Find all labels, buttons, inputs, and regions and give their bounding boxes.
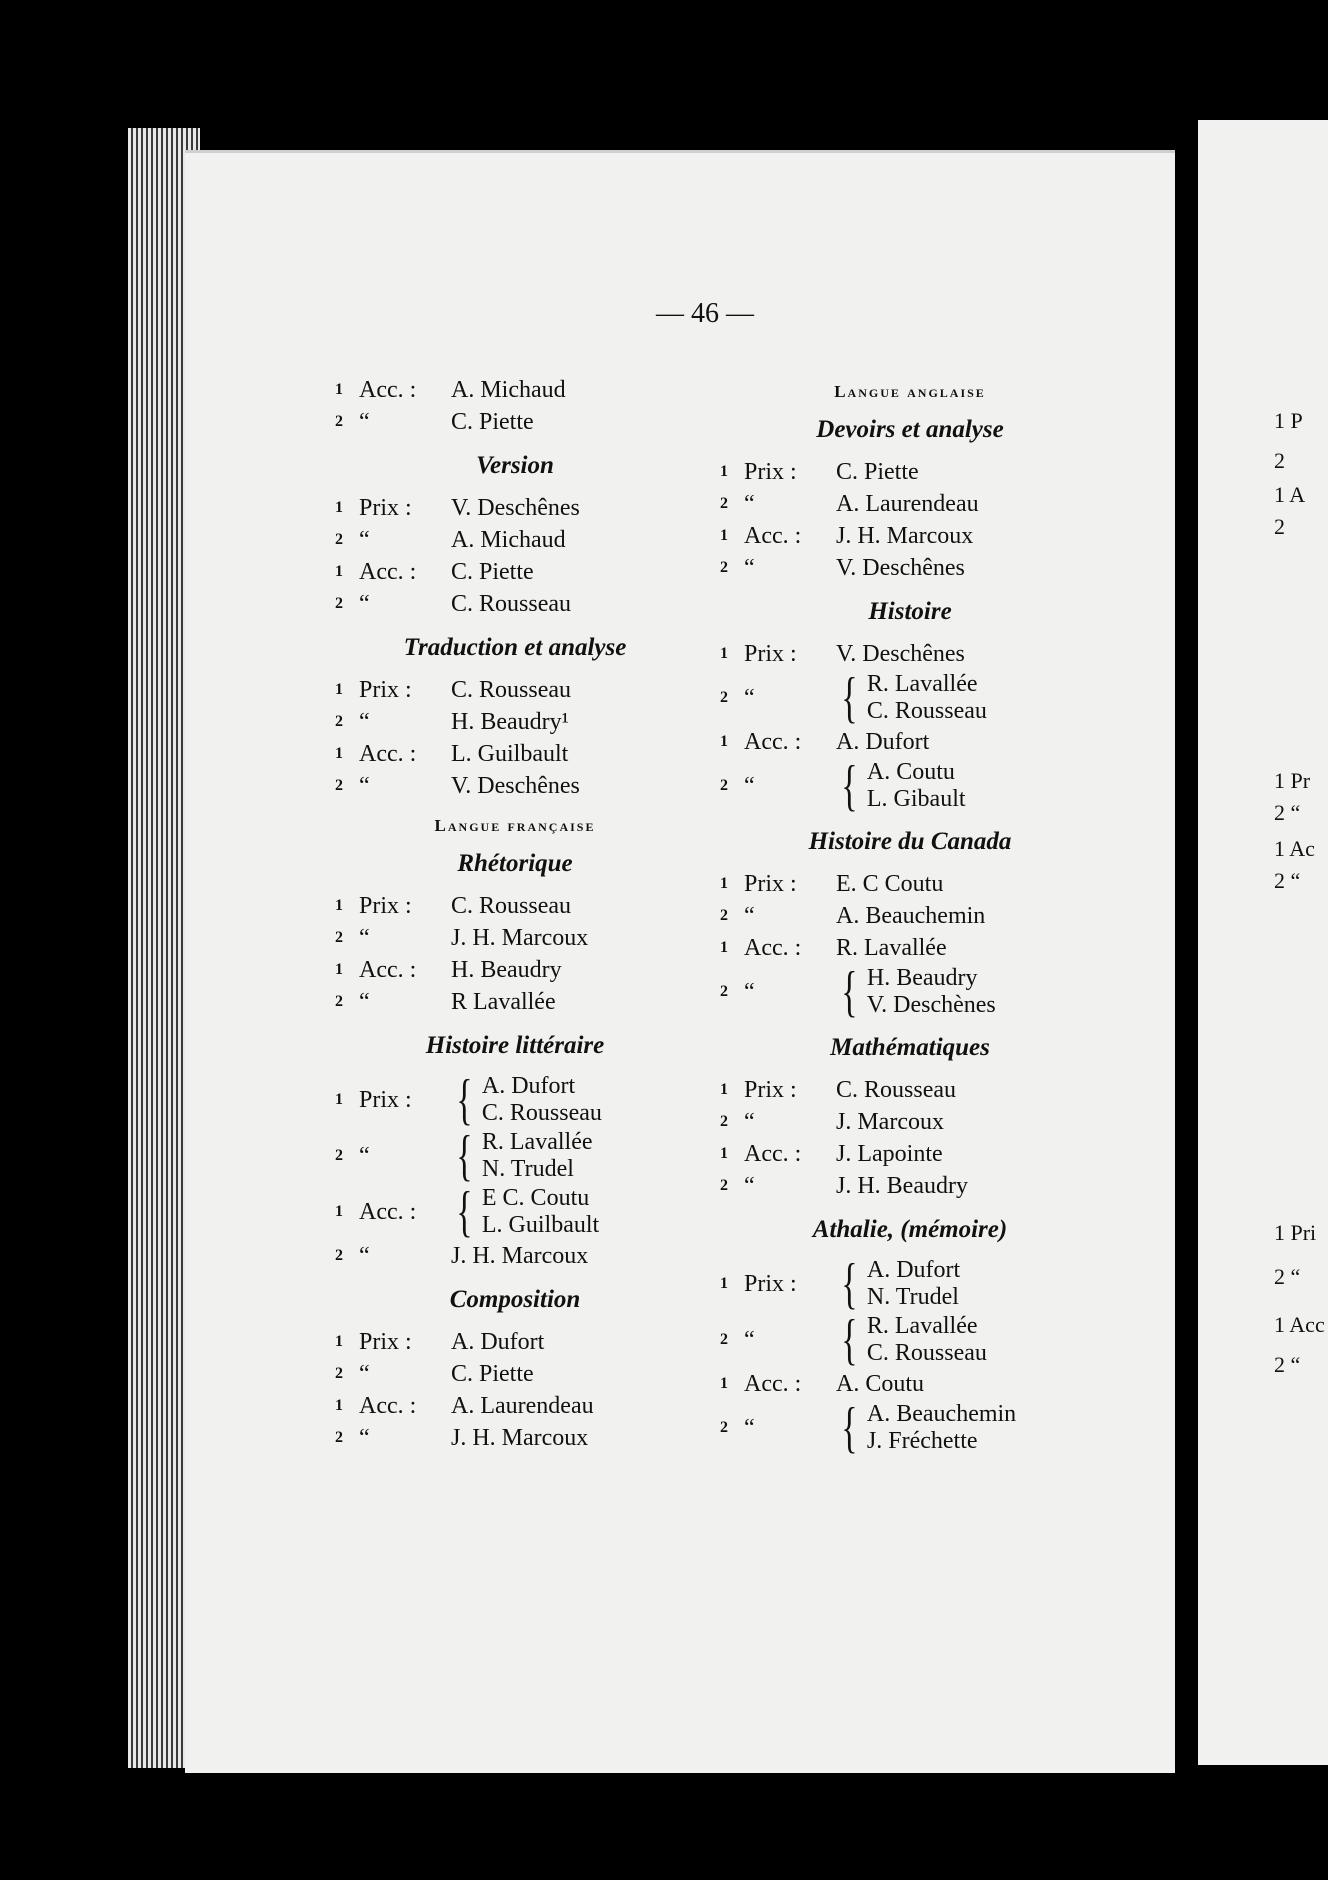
award-entry xyxy=(720,755,1100,817)
award-names xyxy=(451,1240,588,1272)
student-name: J. H. Marcoux xyxy=(451,1243,589,1269)
award-label: Acc. : xyxy=(744,935,802,961)
award-names xyxy=(836,932,947,964)
student-name: J. Lapointe xyxy=(836,1141,943,1167)
brace-glyph: { xyxy=(841,961,858,1023)
student-name: J. H. Marcoux xyxy=(451,925,589,951)
award-names xyxy=(836,1074,956,1106)
award-label: “ xyxy=(359,773,370,799)
award-entry xyxy=(335,1326,695,1358)
award-label: Acc. : xyxy=(359,1199,417,1225)
next-page-text-fragment: 2 xyxy=(1274,514,1285,539)
award-rank: 2 xyxy=(335,1147,343,1164)
award-names xyxy=(451,1390,594,1422)
award-rank: 1 xyxy=(335,1091,343,1108)
name-group xyxy=(867,1313,987,1367)
student-name: H. Beaudry xyxy=(866,965,978,991)
award-label: “ xyxy=(359,527,370,553)
award-names xyxy=(451,674,571,706)
student-name: A. Coutu xyxy=(836,1371,925,1397)
award-entry xyxy=(720,1253,1100,1315)
student-name: A. Michaud xyxy=(451,527,566,553)
student-name: J. H. Beaudry xyxy=(836,1173,968,1199)
section-title: Composition xyxy=(449,1286,581,1313)
award-entry xyxy=(335,1240,695,1272)
award-names xyxy=(451,1422,588,1454)
award-label: “ xyxy=(744,773,755,799)
award-names xyxy=(451,770,580,802)
award-rank: 1 xyxy=(335,1397,343,1414)
student-name: J. Fréchette xyxy=(866,1428,978,1454)
right-column xyxy=(720,368,1100,1459)
award-rank: 2 xyxy=(720,1113,728,1130)
student-name: J. H. Marcoux xyxy=(451,1425,589,1451)
award-names xyxy=(451,1358,534,1390)
award-entry xyxy=(720,726,1100,758)
student-name: J. Marcoux xyxy=(836,1109,944,1135)
student-name: C. Piette xyxy=(451,1361,534,1387)
section-title: Traduction et analyse xyxy=(403,634,627,661)
next-page-text-fragment: 1 Pri xyxy=(1274,1220,1317,1245)
student-name: V. Deschênes xyxy=(836,641,965,667)
next-page-text-fragment: 2 “ xyxy=(1274,1352,1301,1377)
award-label: Prix : xyxy=(359,1087,412,1113)
student-name: E C. Coutu xyxy=(481,1185,590,1211)
award-label: Acc. : xyxy=(744,729,802,755)
award-label: “ xyxy=(359,591,370,617)
student-name: H. Beaudry¹ xyxy=(451,709,569,735)
award-entry xyxy=(720,1170,1100,1202)
award-entry xyxy=(335,1069,695,1131)
next-page-text-fragment: 2 “ xyxy=(1274,1264,1301,1289)
award-names xyxy=(836,488,979,520)
award-entry xyxy=(720,667,1100,729)
student-name: A. Beauchemin xyxy=(836,903,986,929)
award-entry xyxy=(335,954,695,986)
award-entry xyxy=(335,1390,695,1422)
award-rank: 1 xyxy=(720,1145,728,1162)
award-entry xyxy=(720,1074,1100,1106)
section-title: Version xyxy=(476,452,554,479)
award-label: “ xyxy=(359,709,370,735)
student-name: C. Piette xyxy=(451,409,534,435)
award-names xyxy=(451,524,566,556)
next-page-text-fragment: 1 A xyxy=(1274,482,1306,507)
award-names xyxy=(836,961,996,1023)
award-entry xyxy=(335,492,695,524)
award-rank: 1 xyxy=(335,499,343,516)
award-label: Acc. : xyxy=(359,741,417,767)
section-heading: Langue française xyxy=(434,816,596,835)
award-label: “ xyxy=(359,925,370,951)
brace-glyph: { xyxy=(841,1309,858,1371)
name-group xyxy=(482,1185,599,1239)
student-name: N. Trudel xyxy=(866,1284,959,1310)
award-entry xyxy=(720,1368,1100,1400)
student-name: C. Piette xyxy=(836,459,919,485)
student-name: R. Lavallée xyxy=(481,1129,593,1155)
next-page-text-fragment: 1 Ac xyxy=(1274,836,1315,861)
award-entry xyxy=(335,1181,695,1243)
award-rank: 2 xyxy=(335,713,343,730)
award-entry xyxy=(335,1358,695,1390)
next-page-text-fragment: 2 xyxy=(1274,448,1285,473)
award-names xyxy=(836,900,985,932)
award-names xyxy=(451,922,588,954)
student-name: V. Deschênes xyxy=(836,555,965,581)
award-rank: 2 xyxy=(335,777,343,794)
brace-glyph: { xyxy=(456,1181,473,1243)
award-rank: 1 xyxy=(335,1333,343,1350)
award-label: Prix : xyxy=(359,893,412,919)
award-rank: 1 xyxy=(720,939,728,956)
award-label: “ xyxy=(359,1425,370,1451)
award-entry xyxy=(720,900,1100,932)
award-entry xyxy=(335,770,695,802)
award-rank: 1 xyxy=(335,745,343,762)
award-label: “ xyxy=(359,989,370,1015)
next-page-text-fragment: 1 Acc xyxy=(1274,1312,1325,1337)
award-names xyxy=(451,1181,600,1243)
award-label: Prix : xyxy=(744,459,797,485)
student-name: A. Coutu xyxy=(866,759,955,785)
brace-glyph: { xyxy=(841,667,858,729)
award-entry xyxy=(720,520,1100,552)
student-name: R. Lavallée xyxy=(836,935,947,961)
student-name: V. Deschènes xyxy=(866,992,996,1018)
award-names xyxy=(451,954,562,986)
award-label: “ xyxy=(744,555,755,581)
award-entry xyxy=(335,1422,695,1454)
award-names xyxy=(451,1326,544,1358)
award-rank: 2 xyxy=(720,559,728,576)
brace-glyph: { xyxy=(841,1253,858,1315)
section-title: Histoire littéraire xyxy=(425,1032,605,1059)
award-label: “ xyxy=(744,1415,755,1441)
student-name: R. Lavallée xyxy=(866,671,978,697)
student-name: A. Beauchemin xyxy=(866,1401,1017,1427)
award-names xyxy=(451,738,568,770)
award-entry xyxy=(720,868,1100,900)
student-name: C. Rousseau xyxy=(451,893,571,919)
award-entry xyxy=(720,932,1100,964)
award-label: “ xyxy=(744,491,755,517)
award-rank: 1 xyxy=(720,733,728,750)
student-name: J. H. Marcoux xyxy=(836,523,974,549)
award-entry xyxy=(335,556,695,588)
award-label: Acc. : xyxy=(359,559,417,585)
student-name: A. Dufort xyxy=(451,1329,545,1355)
award-rank: 2 xyxy=(720,983,728,1000)
award-names xyxy=(836,1309,987,1371)
name-group xyxy=(867,965,996,1019)
award-rank: 2 xyxy=(720,1331,728,1348)
award-rank: 2 xyxy=(720,689,728,706)
student-name: L. Guilbault xyxy=(451,741,569,767)
award-rank: 2 xyxy=(335,1247,343,1264)
award-rank: 2 xyxy=(335,595,343,612)
award-label: Prix : xyxy=(359,677,412,703)
award-entry xyxy=(720,1309,1100,1371)
student-name: R Lavallée xyxy=(451,989,556,1015)
award-rank: 2 xyxy=(335,929,343,946)
award-entry xyxy=(720,638,1100,670)
award-names xyxy=(836,638,965,670)
award-names xyxy=(451,374,566,406)
award-rank: 1 xyxy=(720,1275,728,1292)
award-rank: 2 xyxy=(720,1177,728,1194)
page-number: — 46 — xyxy=(656,298,754,329)
brace-glyph: { xyxy=(841,755,858,817)
award-label: “ xyxy=(359,1243,370,1269)
name-group xyxy=(482,1129,593,1183)
award-rank: 2 xyxy=(720,777,728,794)
award-label: Prix : xyxy=(744,1077,797,1103)
student-name: A. Dufort xyxy=(481,1073,576,1099)
award-names xyxy=(836,1138,943,1170)
award-entry xyxy=(335,524,695,556)
award-entry xyxy=(720,552,1100,584)
award-label: “ xyxy=(359,409,370,435)
award-names xyxy=(451,492,580,524)
brace-glyph: { xyxy=(456,1125,473,1187)
award-label: Acc. : xyxy=(359,377,417,403)
section-title: Athalie, (mémoire) xyxy=(812,1216,1008,1243)
award-rank: 1 xyxy=(335,961,343,978)
award-entry xyxy=(335,588,695,620)
student-name: E. C Coutu xyxy=(836,871,944,897)
student-name: V. Deschênes xyxy=(451,773,580,799)
award-entry xyxy=(720,1106,1100,1138)
section-title: Rhétorique xyxy=(457,850,573,877)
award-names xyxy=(836,755,966,817)
next-page-text-fragment: 1 P xyxy=(1274,408,1303,433)
award-entry xyxy=(335,374,695,406)
award-label: Acc. : xyxy=(744,1371,802,1397)
next-page-text-fragment: 2 “ xyxy=(1274,800,1301,825)
award-names xyxy=(836,552,965,584)
next-page-edge xyxy=(1198,120,1328,1765)
award-rank: 2 xyxy=(335,1365,343,1382)
student-name: C. Rousseau xyxy=(836,1077,956,1103)
award-rank: 1 xyxy=(720,875,728,892)
section-title: Histoire xyxy=(868,598,952,625)
student-name: C. Rousseau xyxy=(866,1340,987,1366)
award-rank: 2 xyxy=(335,413,343,430)
award-names xyxy=(451,1125,593,1187)
name-group xyxy=(867,759,966,813)
award-rank: 1 xyxy=(335,1203,343,1220)
award-entry xyxy=(335,706,695,738)
award-label: Acc. : xyxy=(359,957,417,983)
award-rank: 2 xyxy=(720,1419,728,1436)
award-label: “ xyxy=(744,903,755,929)
award-entry xyxy=(335,922,695,954)
award-label: Acc. : xyxy=(359,1393,417,1419)
award-rank: 1 xyxy=(720,463,728,480)
award-names xyxy=(451,890,571,922)
section-heading: Langue anglaise xyxy=(834,382,986,401)
award-rank: 2 xyxy=(335,993,343,1010)
award-label: Prix : xyxy=(359,495,412,521)
award-rank: 1 xyxy=(335,897,343,914)
award-names xyxy=(451,1069,602,1131)
award-entry xyxy=(335,890,695,922)
student-name: A. Dufort xyxy=(836,729,930,755)
award-rank: 2 xyxy=(720,907,728,924)
student-name: A. Dufort xyxy=(866,1257,961,1283)
award-label: Acc. : xyxy=(744,523,802,549)
name-group xyxy=(482,1073,602,1127)
student-name: C. Rousseau xyxy=(451,591,571,617)
award-rank: 1 xyxy=(720,1375,728,1392)
award-rank: 1 xyxy=(720,645,728,662)
student-name: C. Piette xyxy=(451,559,534,585)
award-rank: 2 xyxy=(335,531,343,548)
award-entry xyxy=(720,456,1100,488)
award-entry xyxy=(335,674,695,706)
section-title: Mathématiques xyxy=(830,1034,990,1061)
award-label: “ xyxy=(359,1361,370,1387)
award-names xyxy=(836,726,929,758)
award-names xyxy=(451,588,571,620)
award-label: “ xyxy=(744,1173,755,1199)
award-names xyxy=(836,1397,1017,1459)
award-names xyxy=(836,1368,924,1400)
award-rank: 1 xyxy=(335,681,343,698)
award-names xyxy=(836,1253,961,1315)
student-name: R. Lavallée xyxy=(866,1313,978,1339)
student-name: N. Trudel xyxy=(481,1156,574,1182)
award-label: Prix : xyxy=(744,1271,797,1297)
award-entry xyxy=(335,738,695,770)
award-entry xyxy=(335,986,695,1018)
award-rank: 1 xyxy=(335,381,343,398)
award-names xyxy=(451,706,569,738)
award-names xyxy=(836,667,987,729)
award-names xyxy=(836,868,943,900)
award-names xyxy=(451,556,534,588)
award-rank: 1 xyxy=(720,1081,728,1098)
student-name: L. Gibault xyxy=(866,786,966,812)
award-rank: 2 xyxy=(335,1429,343,1446)
name-group xyxy=(867,1401,1016,1455)
student-name: A. Michaud xyxy=(451,377,566,403)
student-name: C. Rousseau xyxy=(866,698,987,724)
award-names xyxy=(836,520,973,552)
award-label: “ xyxy=(744,1327,755,1353)
award-label: Prix : xyxy=(359,1329,412,1355)
award-rank: 2 xyxy=(720,495,728,512)
next-page-text-fragment: 1 Pr xyxy=(1274,768,1311,793)
book-gutter xyxy=(1175,100,1198,1780)
section-title: Histoire du Canada xyxy=(808,828,1012,855)
student-name: A. Laurendeau xyxy=(451,1393,594,1419)
award-entry xyxy=(335,406,695,438)
student-name: L. Guilbault xyxy=(481,1212,600,1238)
award-entry xyxy=(720,1138,1100,1170)
award-entry xyxy=(720,1397,1100,1459)
brace-glyph: { xyxy=(841,1397,858,1459)
award-names xyxy=(836,456,919,488)
student-name: V. Deschênes xyxy=(451,495,580,521)
award-names xyxy=(836,1106,944,1138)
section-title: Devoirs et analyse xyxy=(816,416,1004,443)
award-names xyxy=(836,1170,968,1202)
award-entry xyxy=(720,488,1100,520)
award-entry xyxy=(720,961,1100,1023)
student-name: C. Rousseau xyxy=(481,1100,602,1126)
name-group xyxy=(867,671,987,725)
award-label: “ xyxy=(359,1143,370,1169)
award-label: “ xyxy=(744,1109,755,1135)
award-names xyxy=(451,986,556,1018)
name-group xyxy=(867,1257,960,1311)
award-label: “ xyxy=(744,979,755,1005)
left-column xyxy=(335,374,695,1454)
award-names xyxy=(451,406,534,438)
award-rank: 1 xyxy=(720,527,728,544)
brace-glyph: { xyxy=(456,1069,473,1131)
award-label: Prix : xyxy=(744,871,797,897)
student-name: C. Rousseau xyxy=(451,677,571,703)
award-entry xyxy=(335,1125,695,1187)
student-name: A. Laurendeau xyxy=(836,491,979,517)
award-label: Acc. : xyxy=(744,1141,802,1167)
award-rank: 1 xyxy=(335,563,343,580)
student-name: H. Beaudry xyxy=(451,957,562,983)
next-page-text-fragment: 2 “ xyxy=(1274,868,1301,893)
award-label: “ xyxy=(744,685,755,711)
award-label: Prix : xyxy=(744,641,797,667)
